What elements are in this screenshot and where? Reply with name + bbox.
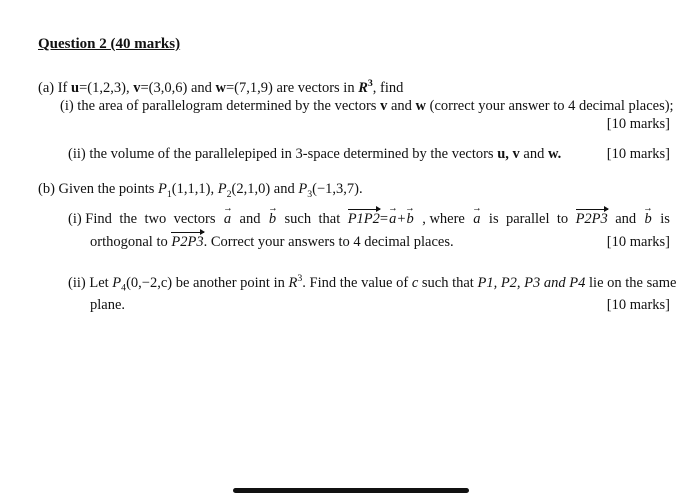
part-a-i-v: v [380,98,388,114]
part-b-ii-text-2: be another point in [175,274,285,291]
part-a-ii-text-1: (ii) the volume of the parallelepiped in 3-space determined by the vectors [68,146,494,162]
b-i-word: two [144,211,167,227]
vector-p2p3: P2P3 [575,211,608,227]
vector-a: → a [388,211,397,228]
b-i-word: is [660,211,670,227]
part-a-ii-text [68,146,561,163]
vector-a: → a [472,211,481,228]
part-b-i-line-2 [90,234,454,251]
b-i-word: that [318,211,341,227]
b-i-word: (i) Find [68,211,112,227]
part-a-ii-v: v [512,146,520,162]
question-title: Question 2 (40 marks) [38,36,181,52]
vector-u-value: (1,2,3) [87,79,126,96]
vector-a: → a [223,211,232,228]
part-a-intro: (a) If u=(1,2,3), v=(3,0,6) and w=(7,1,9) are vectors in $R^3$, find [38,78,404,96]
part-a-label: (a) If [38,79,68,96]
b-i-word: parallel [506,211,550,227]
part-b-i-text-2: . Correct your answers to 4 decimal places. [203,234,454,250]
vector-v-value: (3,0,6) [148,79,188,96]
equation-plus: + [397,211,406,227]
point-p2-sub: 2 [226,188,232,200]
part-b-i-text-1: orthogonal to [90,234,168,250]
part-a-ii-w: w. [547,146,562,162]
home-indicator-bar [233,488,469,493]
point-p2-name: P [217,181,227,197]
vector-w-value: (7,1,9) [234,79,273,96]
part-a-i-marks: [10 marks] [606,116,670,132]
part-a-i-text-2: (correct your answer to 4 decimal places); [429,98,674,114]
vector-v-name: v [133,79,141,96]
point-p1-name: P [158,181,167,197]
part-b-and: and [273,181,295,197]
part-a-ii-u: u, [497,146,509,162]
part-a-and: and [190,79,212,96]
part-b-ii-line-1 [68,273,676,295]
b-i-word: is [488,211,499,227]
points-list: P1, P2, P3 and P4 [477,274,586,291]
part-a-i-w: w [415,98,426,114]
part-a-i-text-1: (i) the area of parallelogram determined by the vectors [60,98,377,114]
vector-p2p3: P2P3 [171,234,204,250]
part-b-ii-text-5: lie on the same [589,274,677,291]
point-p4-name: P [112,274,122,291]
point-p3-sub: 3 [307,188,313,200]
part-b-intro: (b) Given the points $P_1(1,1,1)$, $P_2(2,1,0)$ and $P_3(-1,3,7)$. [38,181,363,200]
vector-p1p2-label: P1P2 [347,211,380,227]
part-b-ii-line-2: plane. [90,297,126,313]
b-i-word: and [615,211,637,227]
b-i-word: to [556,211,569,227]
part-a-ii-and: and [523,146,545,162]
part-a-are-vectors: are vectors in [276,79,355,96]
part-b-ii-text-1: (ii) Let [68,274,109,291]
b-i-word: such [284,211,312,227]
equation-equals: = [379,211,389,227]
space-r-base: R [358,79,368,96]
vector-p1p2 [348,211,415,228]
part-a-find: , find [372,79,404,96]
point-p3-value: (−1,3,7) [312,181,359,197]
vector-b: → b [644,211,653,228]
point-p3-name: P [298,181,308,197]
part-b-ii-marks: [10 marks] [606,297,670,313]
part-a-i-and: and [390,98,412,114]
point-p1-sub: 1 [166,188,172,200]
part-b-i-line-1 [68,211,670,228]
b-i-word: and [239,211,261,227]
part-b-ii-text-4: such that [421,274,474,291]
part-a-i-text [60,98,674,115]
point-p4-value: (0,−2,c) [126,274,173,291]
part-a-ii-marks: [10 marks] [606,146,670,162]
space-r-exp: 3 [367,78,373,89]
vector-b: → b [268,211,277,228]
vector-b: → b [406,211,415,228]
part-b-i-marks: [10 marks] [606,234,670,250]
point-p2-value: (2,1,0) [231,181,271,197]
space-r-base: R [288,274,298,291]
b-i-word: the [119,211,138,227]
part-b-label: (b) Given the points [38,181,155,197]
point-p1-value: (1,1,1) [171,181,211,197]
point-p4-sub: 4 [121,282,127,294]
vector-w-name: w [215,79,226,96]
vector-u-name: u [71,79,80,96]
variable-c: c [411,274,419,291]
b-i-word: vectors [173,211,216,227]
part-b-ii-text-3: . Find the value of [302,274,409,291]
b-i-word: , where [422,211,465,227]
space-r-exp: 3 [297,273,303,284]
